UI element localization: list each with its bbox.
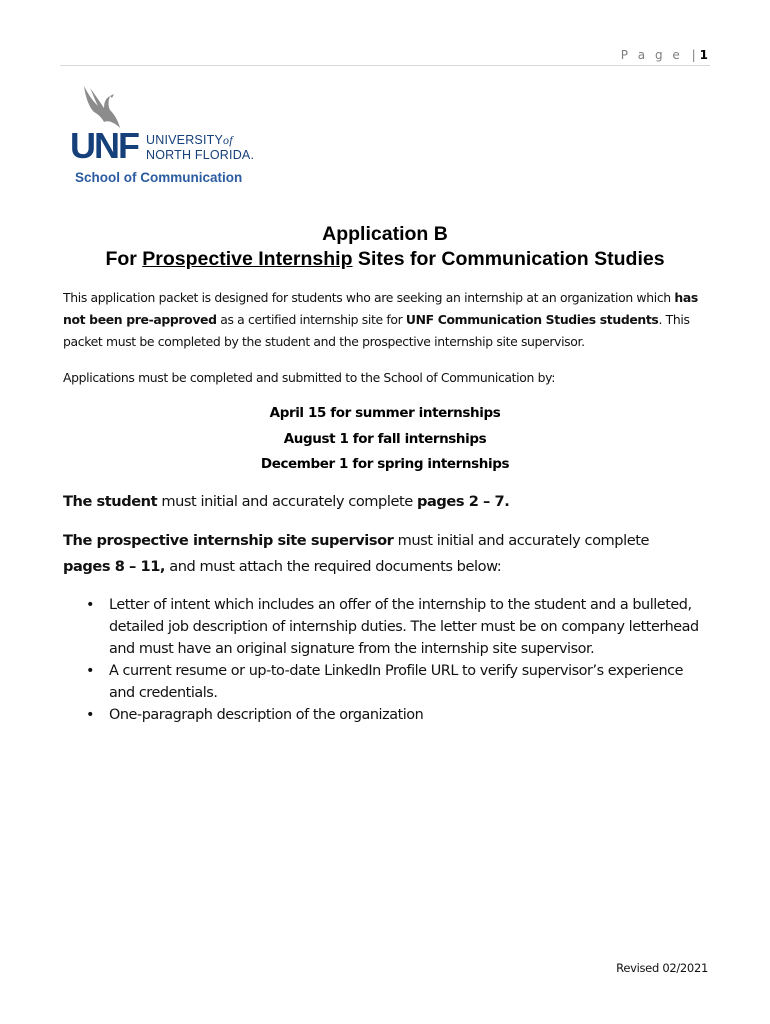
deadline-fall: August 1 for fall internships	[283, 430, 487, 447]
title-line2-pre: For	[105, 248, 143, 270]
logo-university-name	[146, 133, 254, 163]
intro-paragraph	[63, 287, 713, 353]
page-label: P a g e	[620, 48, 683, 62]
logo-university-line2: NORTH FLORIDA.	[146, 148, 255, 162]
header-rule	[60, 65, 710, 66]
deadline-intro: Applications must be completed and submitted to the School of Communication by:	[63, 370, 556, 385]
logo-unf-mark: UNF	[70, 125, 138, 166]
list-item	[84, 594, 704, 660]
supervisor-text: must initial and accurately complete	[393, 532, 650, 549]
logo-school-name: School of Communication	[75, 170, 243, 185]
supervisor-pages: pages 8 – 11,	[63, 558, 166, 575]
title-line2-post: Sites for Communication Studies	[352, 248, 665, 270]
page-number-header	[621, 48, 708, 62]
requirement-text: One-paragraph description of the organization	[109, 707, 424, 723]
student-pages: pages 2 – 7.	[417, 493, 510, 510]
unf-logo	[68, 84, 268, 194]
list-item	[84, 660, 704, 704]
page-separator: |	[691, 48, 696, 62]
student-bold: The student	[63, 493, 158, 510]
requirement-text: A current resume or up-to-date LinkedIn Profile URL to verify supervisor’s experience and credentials.	[109, 663, 684, 701]
title-underlined: Prospective Internship	[142, 248, 353, 270]
supervisor-bold: The prospective internship site supervisor	[63, 532, 394, 549]
intro-bold-not-approved: has not been pre-approved	[63, 290, 698, 327]
bullet-icon: •	[86, 663, 95, 679]
requirements-list	[84, 594, 704, 726]
title-line2	[0, 247, 770, 272]
logo-university-line1: UNIVERSITY	[146, 133, 224, 147]
revision-date: Revised 02/2021	[616, 961, 708, 975]
deadline-spring: December 1 for spring internships	[260, 456, 510, 472]
bullet-icon: •	[86, 597, 95, 613]
supervisor-instructions	[63, 528, 723, 580]
logo-of: of	[223, 133, 233, 147]
bullet-icon: •	[86, 707, 95, 723]
list-item	[84, 704, 704, 726]
deadline-list	[0, 401, 770, 478]
intro-part1: This application packet is designed for students who are seeking an internship at an organization which	[63, 290, 675, 305]
intro-part2: as a certified internship site for	[216, 312, 406, 327]
intro-bold-students: UNF Communication Studies students	[405, 312, 659, 327]
requirement-text: Letter of intent which includes an offer of the internship to the student and a bulleted, detailed job description of internship duties. The letter must be on company letterhead and must have an original signature from the internship site supervisor.	[109, 597, 699, 657]
document-title	[0, 222, 770, 272]
page-number: 1	[699, 48, 708, 62]
title-line1: Application B	[322, 223, 448, 245]
deadline-summer: April 15 for summer internships	[269, 405, 501, 421]
supervisor-text2: and must attach the required documents below:	[165, 558, 502, 575]
student-text: must initial and accurately complete	[157, 493, 417, 510]
intro-part3: . This packet must be completed by the student and the prospective internship site supervisor.	[63, 312, 690, 349]
student-instructions	[63, 489, 723, 515]
